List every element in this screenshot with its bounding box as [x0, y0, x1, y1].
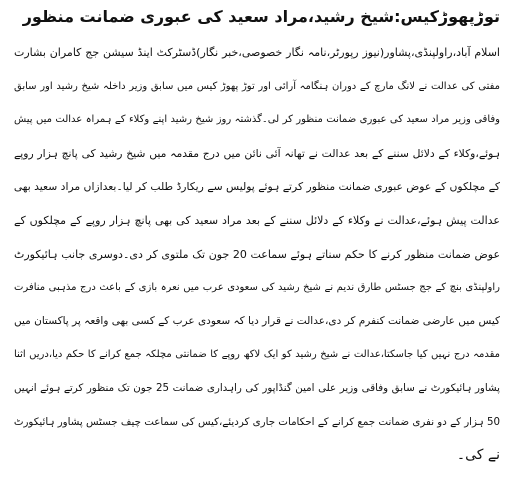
article-headline: توڑپھوڑکیس:شیخ رشید،مراد سعید کی عبوری ضمانت منظور	[22, 7, 500, 26]
body-line: کے مچلکوں کے عوض عبوری ضمانت منظور کرتے ہوئے پولیس سے ریکارڈ طلب کر لیا۔بعدازاں مراد سعید بھی	[14, 180, 500, 194]
body-line: مفتی کی عدالت نے لانگ مارچ کے دوران ہنگامہ آرائی اور توڑ پھوڑ کیس میں سابق وزیر داخلہ شیخ رشید اور سابق	[14, 80, 500, 92]
article-body	[14, 36, 500, 473]
body-line: نے کی۔	[456, 447, 500, 464]
body-line: عدالت پیش ہوئے،عدالت نے وکلاء کے دلائل سننے کے بعد مراد سعید کی بھی پانچ ہزار روپے کے مچلکوں کے	[14, 213, 500, 227]
body-line: پشاور ہائیکورٹ نے سابق وفاقی وزیر علی امین گنڈاپور کی راہداری ضمانت 25 جون تک منظور کرتے ہوئے انہیں	[14, 381, 500, 394]
news-article	[14, 4, 500, 473]
body-line: راولپنڈی بنچ کے جج جسٹس طارق ندیم نے شیخ رشید کی سعودی عرب میں نعرہ بازی کے باعث درج مذہبی منافرت	[14, 282, 500, 294]
body-line: 50 ہزار کے دو نفری ضمانت جمع کرانے کے احکامات جاری کردیئے،کیس کی سماعت چیف جسٹس پشاور ہائیکورٹ	[14, 415, 500, 428]
body-line: عوض ضمانت منظور کرنے کا حکم سناتے ہوئے سماعت 20 جون تک ملتوی کر دی۔دوسری جانب ہائیکورٹ	[14, 247, 500, 261]
body-line: مقدمہ درج نہیں کیا جاسکتا،عدالت نے شیخ رشید کو ایک لاکھ روپے کا ضمانتی مچلکہ جمع کرانے کا حکم دیا،دریں اثنا	[14, 349, 500, 361]
body-line: اسلام آباد،راولپنڈی،پشاور(نیوز رپورٹر،نامہ نگار خصوصی،خبر نگار)ڈسٹرکٹ اینڈ سیشن جج کامران بشارت	[14, 46, 500, 59]
body-line: ہوئے،وکلاء کے دلائل سننے کے بعد عدالت نے تھانہ آئی نائن میں درج مقدمہ میں شیخ رشید کی پانچ ہزار روپے	[14, 146, 500, 160]
body-line: وفاقی وزیر مراد سعید کی عبوری ضمانت منظور کر لی۔گذشتہ روز شیخ رشید اپنے وکلاء کے ہمراہ عدالت میں پیش	[14, 114, 500, 126]
body-line: کیس میں عارضی ضمانت کنفرم کر دی،عدالت نے قرار دیا کہ سعودی عرب کے کسی بھی واقعہ پر پاکستان میں	[14, 314, 500, 327]
